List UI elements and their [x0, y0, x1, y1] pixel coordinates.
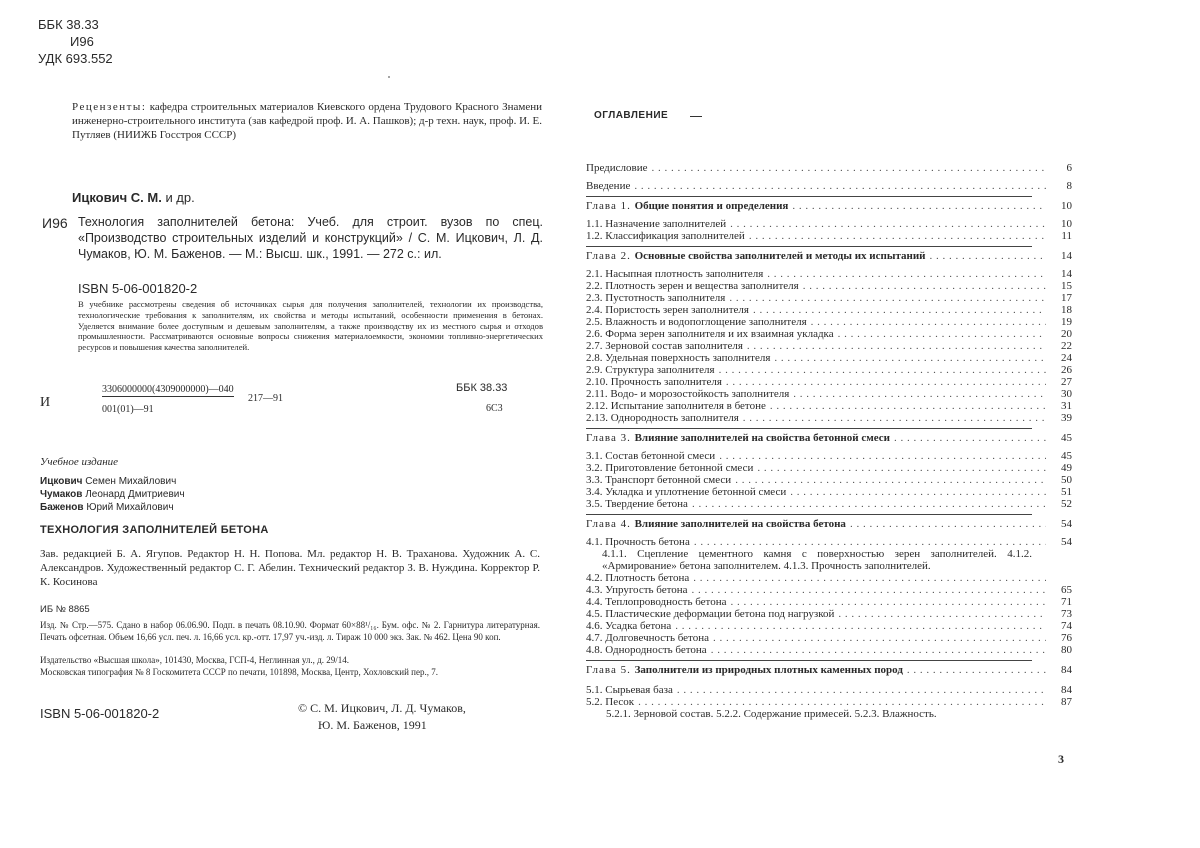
toc-title: 3.2. Приготовление бетонной смеси: [586, 462, 754, 474]
chapter-prefix: Глава 2.: [586, 250, 631, 262]
dot-leader: [894, 432, 1046, 444]
toc-chapter[interactable]: [586, 250, 1072, 262]
divider: [586, 196, 1032, 197]
toc-title: 2.11. Водо- и морозостойкость заполнителя: [586, 388, 790, 400]
copyright-line: Ю. М. Баженов, 1991: [318, 718, 427, 732]
toc-entry[interactable]: [586, 304, 1072, 316]
toc-entry[interactable]: [586, 162, 1072, 174]
toc-title: 2.4. Пористость зерен заполнителя: [586, 304, 749, 316]
dot-leader: [735, 474, 1046, 486]
catalog-code: И96: [42, 215, 68, 231]
author-heading: [72, 190, 195, 205]
toc-page: 50: [1061, 474, 1072, 486]
dot-leader: [652, 162, 1047, 174]
toc-chapter[interactable]: [586, 432, 1072, 444]
dot-leader: [838, 608, 1046, 620]
toc-title: Предисловие: [586, 162, 648, 174]
dot-leader: [693, 572, 1046, 584]
toc-page: 8: [1066, 180, 1072, 192]
toc-page: 10: [1061, 218, 1072, 230]
toc-page: 31: [1061, 400, 1072, 412]
table-of-contents: [586, 162, 1072, 720]
toc-entry[interactable]: [586, 450, 1072, 462]
toc-page: 17: [1061, 292, 1072, 304]
page-number: 3: [1058, 752, 1064, 766]
edition-type: Учебное издание: [40, 456, 119, 468]
toc-entry[interactable]: [586, 486, 1072, 498]
toc-title: 4.5. Пластические деформации бетона под нагрузкой: [586, 608, 835, 620]
divider: [586, 660, 1032, 661]
toc-page: 26: [1061, 364, 1072, 376]
toc-page: 11: [1061, 230, 1072, 242]
toc-page: 39: [1061, 412, 1072, 424]
dot-leader: [749, 230, 1046, 242]
toc-title: 4.4. Теплопроводность бетона: [586, 596, 727, 608]
dot-leader: [743, 412, 1046, 424]
toc-entry[interactable]: [586, 292, 1072, 304]
toc-page: 45: [1061, 450, 1072, 462]
toc-entry[interactable]: [586, 376, 1072, 388]
udk-code: УДК 693.552: [38, 51, 113, 66]
reviewers-label: Рецензенты:: [72, 101, 147, 113]
class-code: 6С3: [486, 403, 503, 414]
author-surname: Ицкович: [40, 476, 83, 487]
toc-subsection-text: 5.2.1. Зерновой состав. 5.2.2. Содержание примесей. 5.2.3. Влажность.: [606, 708, 937, 720]
dot-leader: [730, 596, 1046, 608]
toc-entry[interactable]: [586, 620, 1072, 632]
toc-page: 30: [1061, 388, 1072, 400]
toc-entry[interactable]: [586, 400, 1072, 412]
toc-page: 52: [1061, 498, 1072, 510]
toc-entry[interactable]: [586, 462, 1072, 474]
toc-entry[interactable]: [586, 632, 1072, 644]
toc-page: 54: [1061, 536, 1072, 548]
toc-entry[interactable]: [586, 596, 1072, 608]
toc-entry[interactable]: [586, 340, 1072, 352]
toc-entry[interactable]: [586, 364, 1072, 376]
chapter-title: Основные свойства заполнителей и методы их испытаний: [634, 250, 926, 262]
toc-page: 84: [1061, 684, 1072, 696]
toc-entry[interactable]: [586, 644, 1072, 656]
toc-page: 84: [1061, 664, 1072, 676]
publisher-address: Издательство «Высшая школа», 101430, Москва, ГСП-4, Неглинная ул., д. 29/14.: [40, 655, 350, 665]
author-given: Юрий Михайлович: [86, 502, 174, 513]
toc-entry[interactable]: [586, 696, 1072, 708]
dot-leader: [729, 292, 1046, 304]
bbk-block: [38, 16, 113, 67]
dot-leader: [730, 218, 1046, 230]
toc-title: 2.3. Пустотность заполнителя: [586, 292, 726, 304]
author-rest: и др.: [165, 190, 195, 205]
dot-leader: [638, 696, 1046, 708]
toc-title: 2.9. Структура заполнителя: [586, 364, 715, 376]
toc-page: 6: [1066, 162, 1072, 174]
printing-house: Московская типография № 8 Госкомитета СССР по печати, 101898, Москва, Центр, Хохловский пер., 7.: [40, 666, 438, 677]
dot-leader: [930, 250, 1047, 262]
index-letter: И: [40, 395, 51, 410]
toc-page: 73: [1061, 608, 1072, 620]
toc-page: 49: [1061, 462, 1072, 474]
toc-entry[interactable]: [586, 218, 1072, 230]
toc-title: 4.1. Прочность бетона: [586, 536, 690, 548]
dot-leader: [850, 518, 1046, 530]
bibliographic-description: Технология заполнителей бетона: Учеб. для строит. вузов по спец. «Производство строительных изделий и конструкций» / С. М. Ицкович, Л. Д. Чумаков, Ю. М. Баженов. — М.: Высш. шк., 1991. — 272 с.: ил.: [78, 215, 543, 261]
dot-leader: [692, 584, 1046, 596]
dot-leader: [793, 388, 1046, 400]
toc-entry[interactable]: [586, 608, 1072, 620]
toc-page: 54: [1061, 518, 1072, 530]
toc-title: 4.8. Однородность бетона: [586, 644, 707, 656]
author-surname: Баженов: [40, 502, 84, 513]
toc-title: 4.2. Плотность бетона: [586, 572, 690, 584]
author-mark: И96: [70, 34, 94, 49]
dot-leader: [719, 364, 1046, 376]
toc-entry[interactable]: [586, 316, 1072, 328]
toc-title: 2.12. Испытание заполнителя в бетоне: [586, 400, 766, 412]
toc-entry[interactable]: [586, 584, 1072, 596]
toc-entry[interactable]: [586, 388, 1072, 400]
toc-title: 2.1. Насыпная плотность заполнителя: [586, 268, 764, 280]
bbk-code: ББК 38.33: [38, 17, 99, 32]
chapter-prefix: Глава 1.: [586, 200, 631, 212]
copyright-line: © С. М. Ицкович, Л. Д. Чумаков,: [298, 701, 466, 715]
toc-title: 3.3. Транспорт бетонной смеси: [586, 474, 732, 486]
author-name: Ицкович С. М.: [72, 190, 162, 205]
index-numerator: 3306000000(4309000000)—040: [102, 384, 234, 395]
index-denominator: 001(01)—91: [102, 404, 154, 415]
toc-title: 5.2. Песок: [586, 696, 635, 708]
toc-title: 4.3. Упругость бетона: [586, 584, 688, 596]
toc-chapter[interactable]: [586, 200, 1072, 212]
dot-leader: [726, 376, 1046, 388]
dot-leader: [692, 498, 1046, 510]
author-line: [40, 475, 185, 488]
toc-entry[interactable]: [586, 268, 1072, 280]
toc-entry[interactable]: [586, 412, 1072, 424]
toc-page: 76: [1061, 632, 1072, 644]
toc-title: 5.1. Сырьевая база: [586, 684, 673, 696]
toc-heading: ОГЛАВЛЕНИЕ: [594, 110, 669, 121]
reviewers-text: кафедра строительных материалов Киевского ордена Трудового Красного Знамени инженерно-строительного института (зав кафедрой проф. И. А. Пашков); д-р техн. наук, проф. И. Е. Путляев (НИИЖБ Госстроя СССР): [72, 101, 543, 141]
toc-chapter[interactable]: [586, 518, 1072, 530]
toc-title: 2.2. Плотность зерен и вещества заполнителя: [586, 280, 799, 292]
toc-entry[interactable]: [586, 536, 1072, 548]
toc-page: 18: [1061, 304, 1072, 316]
toc-page: 45: [1061, 432, 1072, 444]
authors-list: [40, 475, 185, 514]
toc-entry[interactable]: [586, 572, 1072, 584]
chapter-prefix: Глава 5.: [586, 664, 631, 676]
toc-page: 87: [1061, 696, 1072, 708]
toc-entry[interactable]: [586, 280, 1072, 292]
toc-title: 4.7. Долговечность бетона: [586, 632, 709, 644]
toc-page: 10: [1061, 200, 1072, 212]
chapter-title: Влияние заполнителей на свойства бетона: [634, 518, 846, 530]
toc-page: 20: [1061, 328, 1072, 340]
dot-leader: [757, 462, 1046, 474]
dot-leader: [719, 450, 1046, 462]
toc-title: 2.7. Зерновой состав заполнителя: [586, 340, 743, 352]
dot-leader: [747, 340, 1046, 352]
toc-page: 27: [1061, 376, 1072, 388]
dot-leader: [713, 632, 1046, 644]
reviewers-paragraph: [72, 100, 542, 142]
chapter-title: Общие понятия и определения: [634, 200, 789, 212]
dot-leader: [677, 684, 1046, 696]
copyright-notice: [298, 700, 466, 734]
dot-leader: [694, 536, 1046, 548]
author-given: Семен Михайлович: [85, 476, 177, 487]
toc-title: 1.1. Назначение заполнителей: [586, 218, 727, 230]
dot-leader: [774, 352, 1046, 364]
dot-leader: [838, 328, 1046, 340]
isbn-top: ISBN 5-06-001820-2: [78, 281, 198, 296]
bbk-code-bottom: ББК 38.33: [456, 382, 508, 394]
toc-title: 2.5. Влажность и водопоглощение заполнителя: [586, 316, 807, 328]
toc-entry[interactable]: [586, 352, 1072, 364]
toc-page: 22: [1061, 340, 1072, 352]
print-speck: [388, 76, 390, 78]
author-surname: Чумаков: [40, 489, 83, 500]
divider: [586, 514, 1032, 515]
divider: [586, 428, 1032, 429]
toc-title: 2.6. Форма зерен заполнителя и их взаимная укладка: [586, 328, 834, 340]
toc-page: 51: [1061, 486, 1072, 498]
toc-entry[interactable]: [586, 230, 1072, 242]
toc-subsection-text: 4.1.1. Сцепление цементного камня с поверхностью зерен заполнителей. 4.1.2. «Армирование» бетона заполнителем. 4.1.3. Прочность заполнителей.: [602, 548, 1032, 572]
dot-leader: [792, 200, 1046, 212]
toc-title: 3.1. Состав бетонной смеси: [586, 450, 716, 462]
dot-leader: [675, 620, 1046, 632]
dot-leader: [907, 664, 1046, 676]
toc-page: 71: [1061, 596, 1072, 608]
toc-title: 1.2. Классификация заполнителей: [586, 230, 745, 242]
toc-title: 2.10. Прочность заполнителя: [586, 376, 722, 388]
toc-title: 2.13. Однородность заполнителя: [586, 412, 739, 424]
toc-title: 4.6. Усадка бетона: [586, 620, 672, 632]
dot-leader: [767, 268, 1046, 280]
chapter-title: Заполнители из природных плотных каменных пород: [634, 664, 903, 676]
toc-page: 74: [1061, 620, 1072, 632]
author-line: [40, 501, 185, 514]
dot-leader: [770, 400, 1046, 412]
toc-page: 24: [1061, 352, 1072, 364]
publisher-info: [40, 655, 540, 678]
author-given: Леонард Дмитриевич: [85, 489, 185, 500]
editorial-credits: Зав. редакцией Б. А. Ягупов. Редактор Н. Н. Попова. Мл. редактор Н. В. Траханова. Художник А. С. Александров. Художественный редактор С. Г. Абелин. Технический редактор З. В. Нуждина. Корректор Р. К. Косинова: [40, 548, 540, 588]
chapter-prefix: Глава 4.: [586, 518, 631, 530]
toc-page: 65: [1061, 584, 1072, 596]
toc-title: 2.8. Удельная поверхность заполнителя: [586, 352, 771, 364]
isbn-bottom: ISBN 5-06-001820-2: [40, 706, 160, 721]
toc-title: 3.4. Укладка и уплотнение бетонной смеси: [586, 486, 787, 498]
divider: [586, 246, 1032, 247]
toc-entry[interactable]: [586, 328, 1072, 340]
toc-entry[interactable]: [586, 684, 1072, 696]
toc-page: 14: [1061, 250, 1072, 262]
abstract-text: В учебнике рассмотрены сведения об источниках сырья для получения заполнителей, технологии их производства, технологические требования к заполнителям, их свойства и методы испытаний, особенности применения в бетонах. Уделяется внимание более доступным и дешевым заполнителям, а также производству их из местного сырья и отходов промышленности. Рассматриваются основные вопросы снижения материалоемкости, экономии топливно-энергетических ресурсов и повышения качества заполнителей.: [78, 299, 543, 353]
dot-leader: [753, 304, 1046, 316]
chapter-prefix: Глава 3.: [586, 432, 631, 444]
dot-leader: [803, 280, 1046, 292]
toc-title: Введение: [586, 180, 631, 192]
dot-leader: [711, 644, 1046, 656]
index-middle: 217—91: [248, 393, 283, 404]
author-line: [40, 488, 185, 501]
dot-leader: [790, 486, 1046, 498]
toc-page: 14: [1061, 268, 1072, 280]
dot-leader: [811, 316, 1046, 328]
ib-number: ИБ № 8865: [40, 604, 90, 615]
toc-entry[interactable]: [586, 474, 1072, 486]
toc-page: 15: [1061, 280, 1072, 292]
heading-dash: [690, 116, 702, 117]
book-title: ТЕХНОЛОГИЯ ЗАПОЛНИТЕЛЕЙ БЕТОНА: [40, 524, 269, 536]
toc-chapter[interactable]: [586, 664, 1072, 676]
dot-leader: [634, 180, 1046, 192]
toc-entry[interactable]: [586, 498, 1072, 510]
toc-entry[interactable]: [586, 180, 1072, 192]
print-info: Изд. № Стр.—575. Сдано в набор 06.06.90. Подп. в печать 08.10.90. Формат 60×88¹/₁₆. Бум. офс. № 2. Гарнитура литературная. Печать офсетная. Объем 16,66 усл. печ. л. 16,66 усл. кр.-отт. 17,97 уч.-изд. л. Тираж 10 000 экз. Зак. № 462. Цена 90 коп.: [40, 620, 540, 642]
chapter-title: Влияние заполнителей на свойства бетонной смеси: [634, 432, 890, 444]
toc-page: 19: [1061, 316, 1072, 328]
toc-page: 80: [1061, 644, 1072, 656]
toc-title: 3.5. Твердение бетона: [586, 498, 688, 510]
